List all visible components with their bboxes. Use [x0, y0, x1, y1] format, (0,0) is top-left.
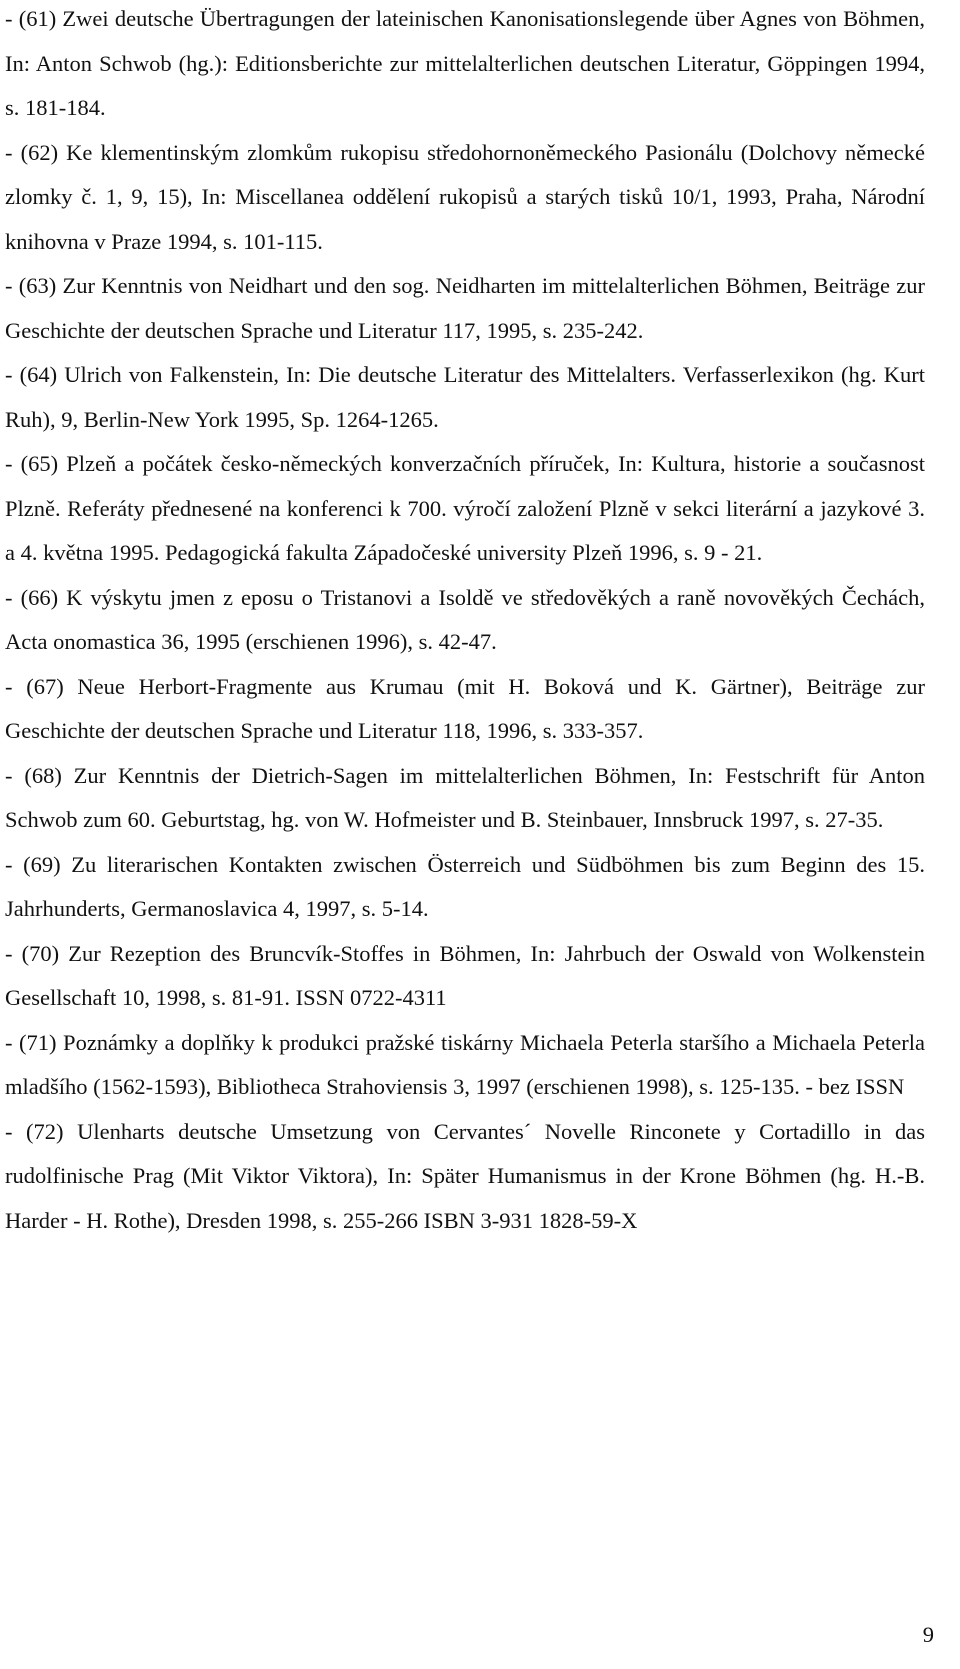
bibliography-entry-69: - (69) Zu literarischen Kontakten zwischen Österreich und Südböhmen bis zum Beginn des 15. Jahrhunderts, Germanoslavica 4, 1997, s. 5-14.: [5, 851, 925, 921]
bibliography-entry-72: - (72) Ulenharts deutsche Umsetzung von Cervantes´ Novelle Rinconete y Cortadillo in das rudolfinische Prag (Mit Viktor Viktora), In: Später Humanismus in der Krone Böhmen (hg. H.-B. Harder - H. Rothe), Dresden 1998, s. 255-266 ISBN 3-931 1828-59-X: [5, 1118, 925, 1233]
page-number: 9: [922, 1622, 934, 1647]
bibliography-entry-61: - (61) Zwei deutsche Übertragungen der lateinischen Kanonisationslegende über Agnes von Böhmen, In: Anton Schwob (hg.): Editionsberichte zur mittelalterlichen deutschen Literatur, Göppingen 1994, s. 181-184.: [5, 6, 925, 120]
bibliography-entry-63: - (63) Zur Kenntnis von Neidhart und den sog. Neidharten im mittelalterlichen Böhmen, Beiträge zur Geschichte der deutschen Sprache und Literatur 117, 1995, s. 235-242.: [5, 273, 925, 343]
bibliography-page: [5, 0, 925, 1243]
bibliography-entry-71: - (71) Poznámky a doplňky k produkci pražské tiskárny Michaela Peterla staršího a Michaela Peterla mladšího (1562-1593), Bibliotheca Strahoviensis 3, 1997 (erschienen 1998), s. 125-135. - bez ISSN: [5, 1029, 925, 1099]
bibliography-entry-66: - (66) K výskytu jmen z eposu o Tristanovi a Isoldě ve středověkých a raně novověkých Čechách, Acta onomastica 36, 1995 (erschienen 1996), s. 42-47.: [5, 584, 925, 654]
bibliography-entry-62: - (62) Ke klementinským zlomkům rukopisu středohornoněmeckého Pasionálu (Dolchovy německé zlomky č. 1, 9, 15), In: Miscellanea oddělení rukopisů a starých tisků 10/1, 1993, Praha, Národní knihovna v Praze 1994, s. 101-115.: [5, 139, 925, 254]
bibliography-entry-68: - (68) Zur Kenntnis der Dietrich-Sagen im mittelalterlichen Böhmen, In: Festschrift für Anton Schwob zum 60. Geburtstag, hg. von W. Hofmeister und B. Steinbauer, Innsbruck 1997, s. 27-35.: [5, 762, 925, 832]
bibliography-entry-64: - (64) Ulrich von Falkenstein, In: Die deutsche Literatur des Mittelalters. Verfasserlexikon (hg. Kurt Ruh), 9, Berlin-New York 1995, Sp. 1264-1265.: [5, 362, 925, 432]
bibliography-entry-65: - (65) Plzeň a počátek česko-německých konverzačních příruček, In: Kultura, historie a současnost Plzně. Referáty přednesené na konferenci k 700. výročí založení Plzně v sekci literární a jazykové 3. a 4. května 1995. Pedagogická fakulta Západočeské university Plzeň 1996, s. 9 - 21.: [5, 451, 925, 565]
bibliography-entry-70: - (70) Zur Rezeption des Bruncvík-Stoffes in Böhmen, In: Jahrbuch der Oswald von Wolkenstein Gesellschaft 10, 1998, s. 81-91. ISSN 0722-4311: [5, 940, 925, 1010]
bibliography-entry-67: - (67) Neue Herbort-Fragmente aus Krumau (mit H. Boková und K. Gärtner), Beiträge zur Geschichte der deutschen Sprache und Literatur 118, 1996, s. 333-357.: [5, 673, 925, 743]
